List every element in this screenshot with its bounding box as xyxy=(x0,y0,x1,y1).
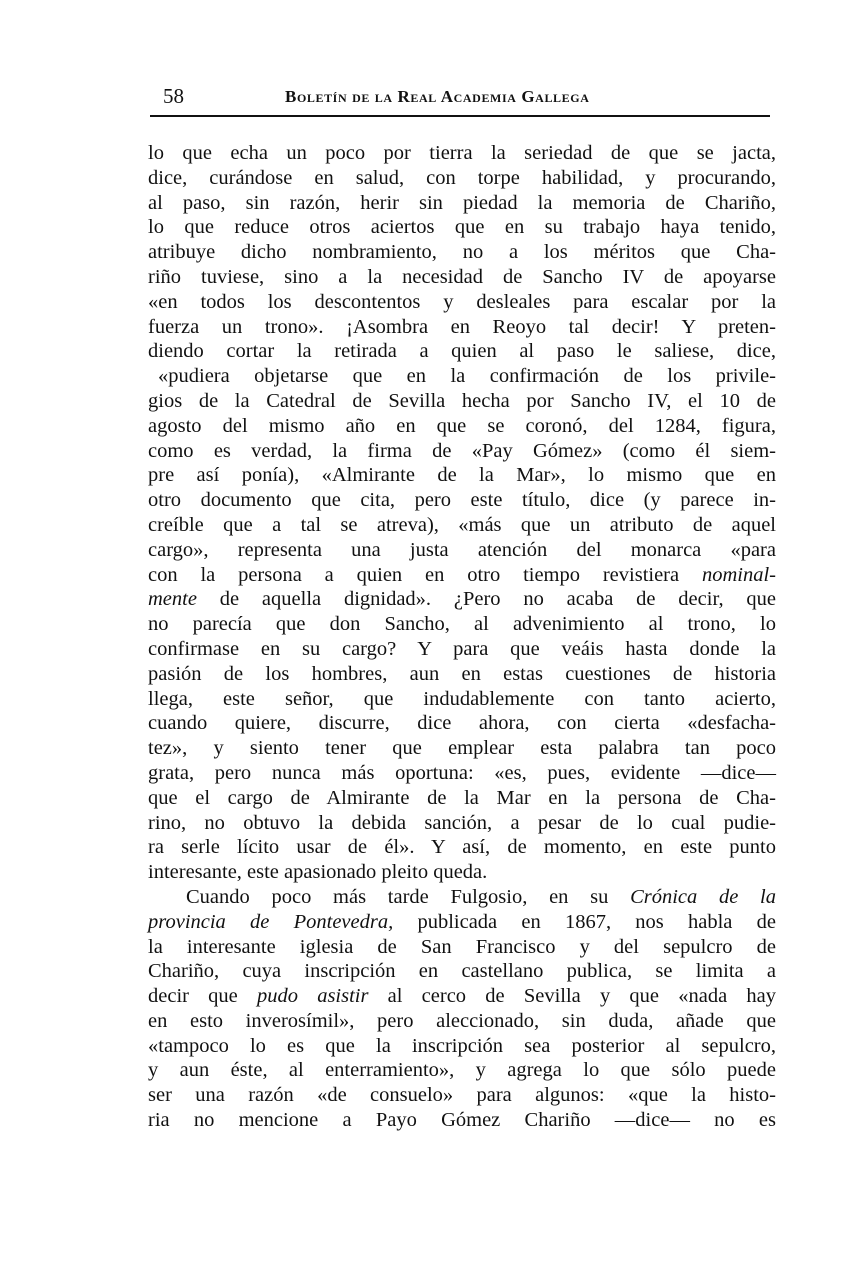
text-line xyxy=(148,389,776,414)
text-line xyxy=(148,587,776,612)
text-segment: ra serle lícito usar de él». Y así, de momento, en este punto xyxy=(148,836,776,859)
text-line xyxy=(148,612,776,637)
text-segment: en esto inverosímil», pero aleccionado, sin duda, añade que xyxy=(148,1009,776,1032)
text-segment: tez», y siento tener que emplear esta palabra tan poco xyxy=(148,737,776,760)
text-segment: al cerco de Sevilla y que «nada hay xyxy=(368,985,776,1008)
text-segment: otro documento que cita, pero este título, dice (y parece in- xyxy=(148,489,776,512)
body-text xyxy=(148,141,776,1133)
text-segment: llega, este señor, que indudablemente con tanto acierto, xyxy=(148,687,776,710)
text-line xyxy=(148,1034,776,1059)
text-line xyxy=(148,414,776,439)
text-line xyxy=(148,835,776,860)
text-segment: cuando quiere, discurre, dice ahora, con cierta «desfacha- xyxy=(148,712,776,735)
page-number: 58 xyxy=(163,84,184,108)
text-line xyxy=(148,166,776,191)
text-line xyxy=(148,811,776,836)
text-segment: y aun éste, al enterramiento», y agrega lo que sólo puede xyxy=(148,1059,776,1082)
text-segment: riño tuviese, sino a la necesidad de Sancho IV de apoyarse xyxy=(148,265,776,288)
text-line xyxy=(148,860,776,885)
text-segment: fuerza un trono». ¡Asombra en Reoyo tal decir! Y preten- xyxy=(148,315,776,338)
text-segment: publicada en 1867, nos habla de xyxy=(393,910,776,933)
text-segment: con la persona a quien en otro tiempo revistiera xyxy=(148,563,702,586)
text-segment: lo que reduce otros aciertos que en su trabajo haya tenido, xyxy=(148,216,776,239)
text-line xyxy=(148,1058,776,1083)
text-segment: ser una razón «de consuelo» para algunos: «que la histo- xyxy=(148,1084,776,1107)
text-line xyxy=(148,885,776,910)
text-segment: pre así ponía), «Almirante de la Mar», lo mismo que en xyxy=(148,464,776,487)
text-line xyxy=(148,910,776,935)
italic-text: Crónica de la xyxy=(630,885,776,908)
text-segment: interesante, este apasionado pleito queda. xyxy=(148,861,488,884)
text-segment: dice, curándose en salud, con torpe habilidad, y procurando, xyxy=(148,166,776,189)
text-line xyxy=(148,513,776,538)
header-rule xyxy=(150,115,770,117)
text-segment: «tampoco lo es que la inscripción sea posterior al sepulcro, xyxy=(148,1034,776,1057)
text-line xyxy=(148,662,776,687)
text-line xyxy=(148,439,776,464)
text-line xyxy=(148,637,776,662)
text-segment: agosto del mismo año en que se coronó, del 1284, figura, xyxy=(148,414,776,437)
italic-text: provincia de Pontevedra, xyxy=(148,910,394,933)
text-line xyxy=(148,761,776,786)
text-segment: decir que xyxy=(148,985,257,1008)
text-segment: cargo», representa una justa atención del monarca «para xyxy=(148,538,776,561)
text-line xyxy=(148,315,776,340)
text-line xyxy=(148,538,776,563)
text-line xyxy=(148,1009,776,1034)
text-segment: lo que echa un poco por tierra la seriedad de que se jacta, xyxy=(148,142,776,164)
running-title: Boletín de la Real Academia Gallega xyxy=(285,87,590,106)
text-segment: pasión de los hombres, aun en estas cuestiones de historia xyxy=(148,662,776,685)
text-segment: la interesante iglesia de San Francisco y del sepulcro de xyxy=(148,935,776,958)
text-segment: gios de la Catedral de Sevilla hecha por Sancho IV, el 10 de xyxy=(148,389,776,412)
text-segment: que el cargo de Almirante de la Mar en la persona de Cha- xyxy=(148,786,776,809)
text-line xyxy=(148,364,776,389)
text-line xyxy=(148,959,776,984)
text-line xyxy=(148,711,776,736)
text-line xyxy=(148,786,776,811)
text-line xyxy=(148,141,776,166)
text-line xyxy=(148,1083,776,1108)
text-segment: confirmase en su cargo? Y para que veáis hasta donde la xyxy=(148,637,776,660)
text-segment: de aquella dignidad». ¿Pero no acaba de decir, que xyxy=(196,588,776,611)
italic-text: mente xyxy=(148,588,197,611)
text-line xyxy=(148,240,776,265)
text-segment: creíble que a tal se atreva), «más que un atributo de aquel xyxy=(148,513,776,536)
italic-text: nominal- xyxy=(701,563,776,586)
text-segment: como es verdad, la firma de «Pay Gómez» (como él siem- xyxy=(148,439,776,462)
text-segment: atribuye dicho nombramiento, no a los méritos que Cha- xyxy=(148,241,776,264)
text-line xyxy=(148,339,776,364)
text-segment: «pudiera objetarse que en la confirmación de los privile- xyxy=(158,365,776,388)
text-segment: Cuando poco más tarde Fulgosio, en su xyxy=(186,885,631,908)
text-line xyxy=(148,984,776,1009)
text-line xyxy=(148,290,776,315)
text-line xyxy=(148,488,776,513)
text-segment: rino, no obtuvo la debida sanción, a pesar de lo cual pudie- xyxy=(148,811,776,834)
text-segment: Chariño, cuya inscripción en castellano publica, se limita a xyxy=(148,960,776,983)
text-segment: diendo cortar la retirada a quien al paso le saliese, dice, xyxy=(148,340,776,363)
text-segment: «en todos los descontentos y desleales para escalar por la xyxy=(148,290,776,313)
text-line xyxy=(148,563,776,588)
text-line xyxy=(148,191,776,216)
text-line xyxy=(148,935,776,960)
text-line xyxy=(148,265,776,290)
text-segment: grata, pero nunca más oportuna: «es, pues, evidente —dice— xyxy=(148,761,776,784)
text-line xyxy=(148,736,776,761)
text-line xyxy=(148,215,776,240)
text-line xyxy=(148,687,776,712)
italic-text: pudo asistir xyxy=(256,985,369,1008)
text-segment: no parecía que don Sancho, al advenimiento al trono, lo xyxy=(148,613,776,636)
text-segment: al paso, sin razón, herir sin piedad la memoria de Chariño, xyxy=(148,191,776,214)
text-line xyxy=(148,1108,776,1133)
text-segment: ria no mencione a Payo Gómez Chariño —dice— no es xyxy=(148,1109,776,1132)
text-line xyxy=(148,463,776,488)
